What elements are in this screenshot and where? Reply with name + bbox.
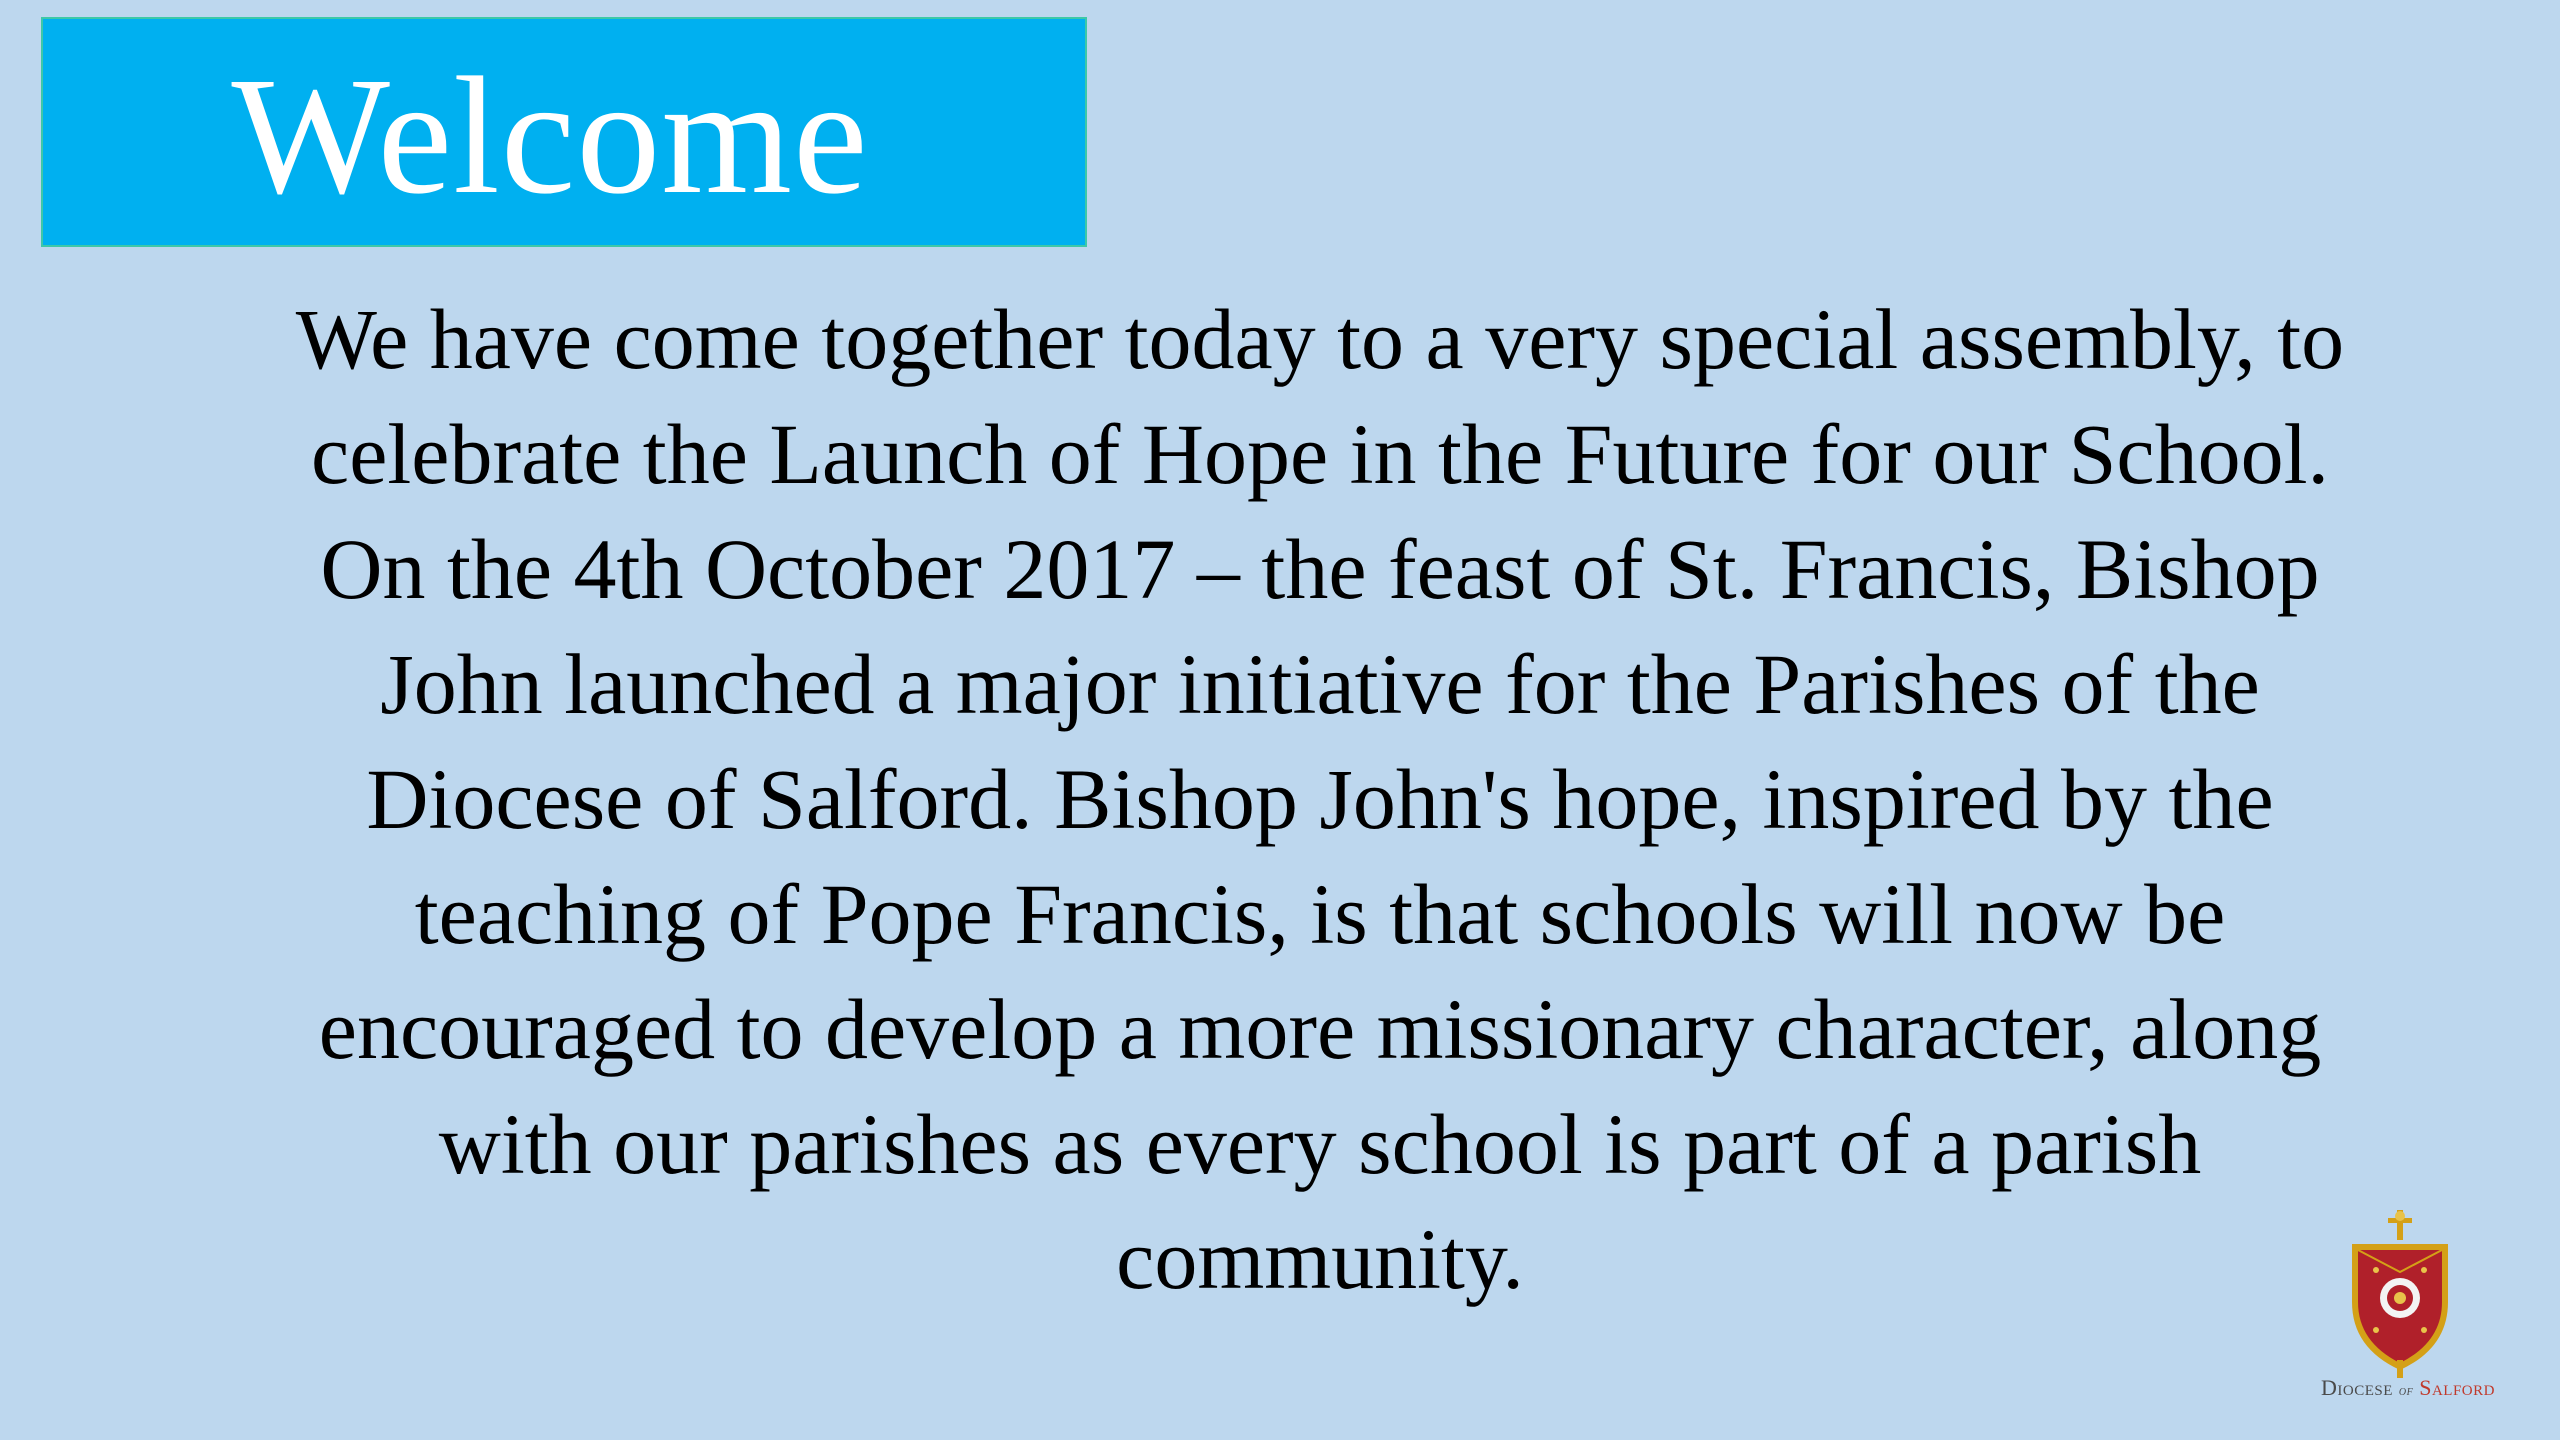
logo-word-diocese: Diocese [2321,1375,2393,1400]
logo-word-salford: Salford [2419,1375,2495,1400]
slide-body-text: We have come together today to a very special assembly, to celebrate the Launch of Hope in the Future for our School. On the 4th October 2017 – the feast of St. Francis, Bishop John launched a major initiative for the Parishes of the Diocese of Salford. Bishop John's hope, inspired by the teaching of Pope Francis, is that schools will now be encouraged to develop a more missionary character, along with our parishes as every school is part of a parish community. [295,291,2345,1307]
slide-title: Welcome [231,43,869,229]
diocese-logo [2280,1210,2536,1410]
logo-caption [2280,1375,2536,1401]
title-banner [41,17,1087,247]
diocese-crest-icon [2346,1210,2454,1378]
logo-word-of: of [2398,1384,2414,1399]
